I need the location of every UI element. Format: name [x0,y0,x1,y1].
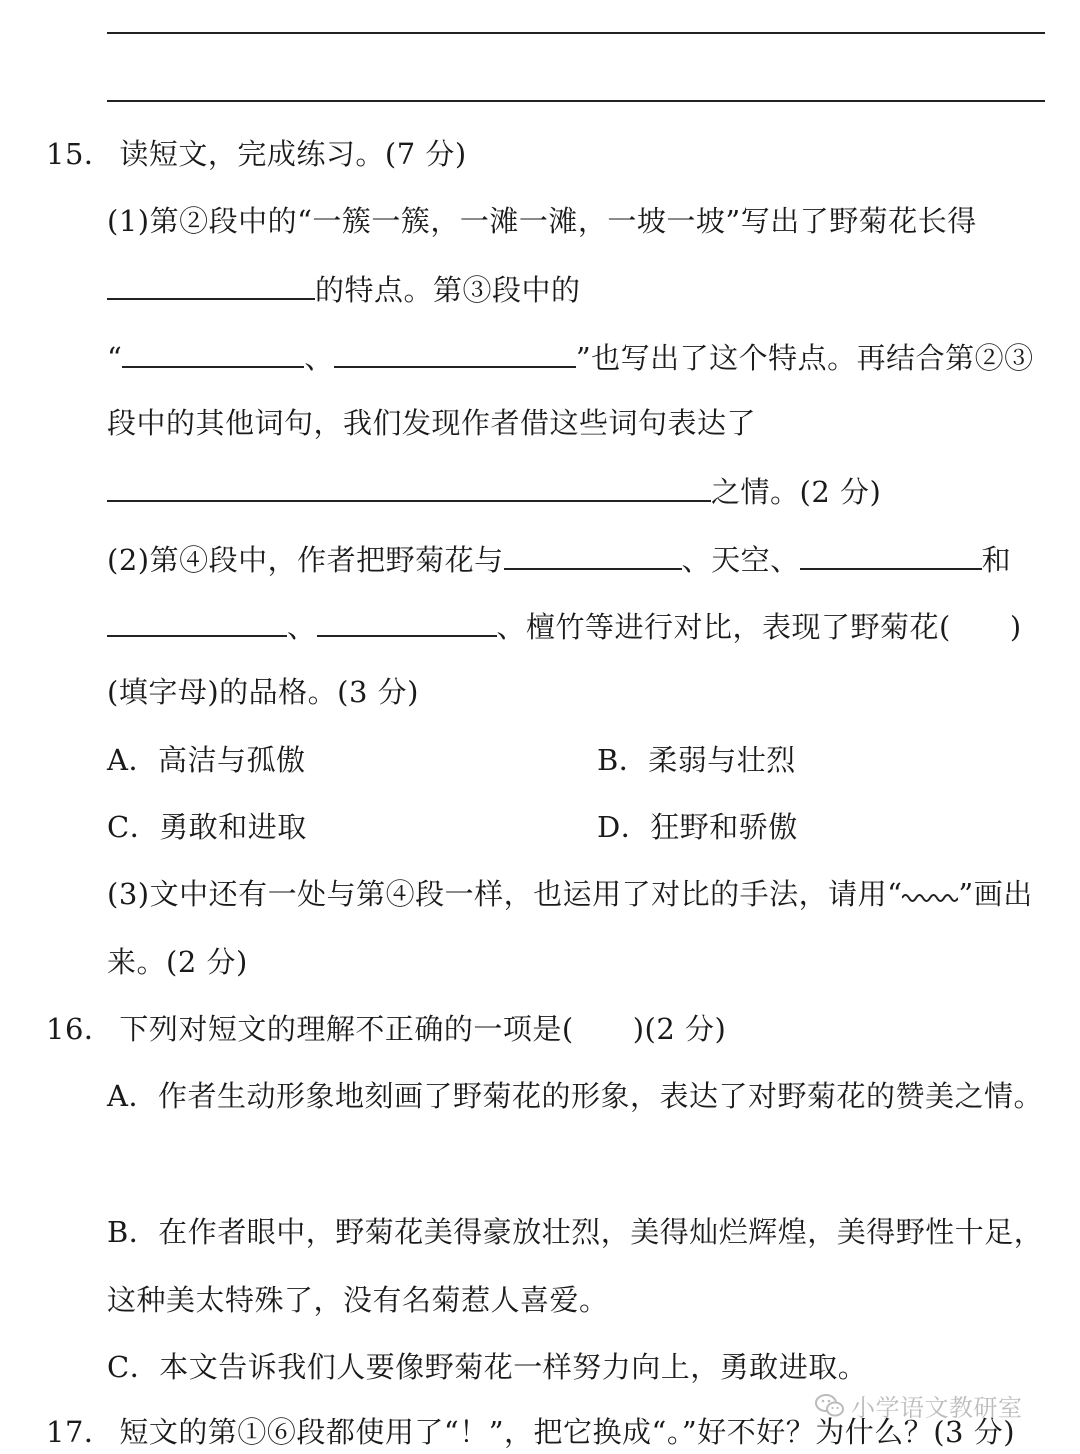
q15-title: 读短文，完成练习。(7 分) [119,137,467,171]
q15-p1-line3: “ 、 ”也写出了这个特点。再结合第②③ [107,336,1034,378]
option-a[interactable]: A．高洁与孤傲 [107,743,306,777]
q15-p2-line3: (填字母)的品格。(3 分) [107,675,419,709]
q16-option-b-line1[interactable]: B．在作者眼中，野菊花美得豪放壮烈，美得灿烂辉煌，美得野性十足， [107,1215,1044,1249]
q16-option-c[interactable]: C．本文告诉我们人要像野菊花一样努力向上，勇敢进取。 [107,1350,868,1384]
q17-title: 短文的第①⑥段都使用了“！”，把它换成“。”好不好？为什么？(3 分) [119,1415,1016,1449]
q15-p3-line2: 来。(2 分) [107,945,248,979]
q16-number: 16． [46,1012,114,1046]
answer-line-1 [107,32,1045,34]
option-c[interactable]: C．勇敢和进取 [107,810,307,844]
q16-option-a[interactable]: A．作者生动形象地刻画了野菊花的形象，表达了对野菊花的赞美之情。 [107,1079,1043,1113]
q15-p1-line4: 段中的其他词句，我们发现作者借这些词句表达了 [107,406,757,440]
option-b[interactable]: B．柔弱与壮烈 [597,743,796,777]
answer-line-2 [107,100,1045,102]
wavy-underline-icon [902,889,958,903]
q16-title: 下列对短文的理解不正确的一项是( )(2 分) [119,1012,727,1046]
answer-blank[interactable] [107,268,315,300]
option-d[interactable]: D．狂野和骄傲 [597,810,798,844]
q15-p2-line2: 、 、檀竹等进行对比，表现了野菊花( ) [107,605,1022,647]
watermark [815,1388,1023,1423]
answer-blank[interactable] [107,605,287,637]
answer-blank[interactable] [334,336,576,368]
wechat-icon [815,1393,845,1419]
q15-p1-line2: 的特点。第③段中的 [107,268,581,310]
answer-blank[interactable] [317,605,497,637]
q15-p3-line1: (3)文中还有一处与第④段一样，也运用了对比的手法，请用“ ”画出 [107,877,1033,911]
q15-p1-line5: 之情。(2 分) [107,470,881,512]
q17-number: 17． [46,1415,114,1449]
q15-number: 15． [46,137,114,171]
q15-p1-line1: (1)第②段中的“一簇一簇，一滩一滩，一坡一坡”写出了野菊花长得 [107,204,977,238]
answer-blank[interactable] [504,538,682,570]
answer-blank[interactable] [800,538,982,570]
q15-p2-line1: (2)第④段中，作者把野菊花与 、天空、 和 [107,538,1011,580]
q16-option-b-line2: 这种美太特殊了，没有名菊惹人喜爱。 [107,1283,609,1317]
q16-header [46,1009,726,1049]
q15-header [46,134,467,174]
watermark-text: 小学语文教研室 [851,1394,1023,1422]
answer-blank[interactable] [107,470,711,502]
answer-blank[interactable] [122,336,304,368]
